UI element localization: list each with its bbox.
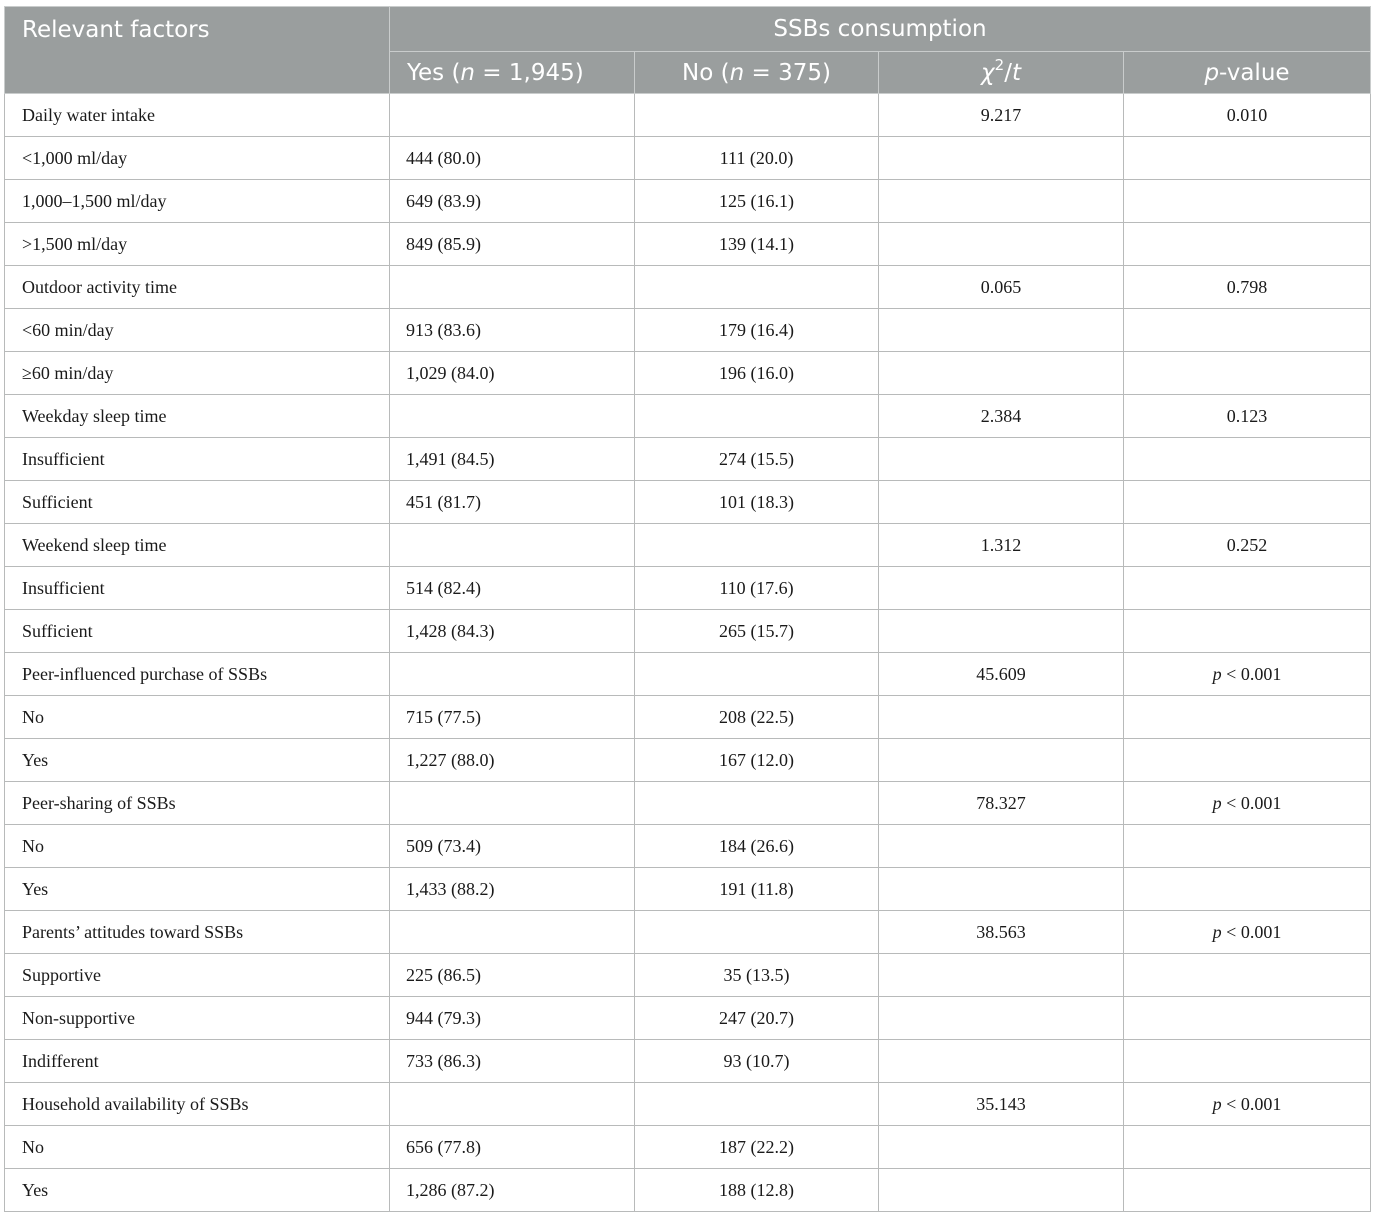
header-relevant-factors: [5, 7, 390, 94]
row-p-value-cell: [1124, 825, 1371, 868]
header-statistic-column: $\chi^2/t$: [879, 52, 1124, 94]
row-label-cell: Weekend sleep time: [5, 524, 390, 567]
row-no-cell: [635, 524, 879, 567]
row-p-value-cell: [1124, 610, 1371, 653]
row-label-cell: Yes: [5, 1169, 390, 1212]
row-p-value-cell: [1124, 696, 1371, 739]
row-p-value-cell: 0.123: [1124, 395, 1371, 438]
row-no-cell: [635, 1083, 879, 1126]
row-no-cell: [635, 911, 879, 954]
table-row: [5, 352, 1371, 395]
row-yes-cell: [390, 395, 635, 438]
row-yes-cell: 225 (86.5): [390, 954, 635, 997]
row-yes-cell: [390, 94, 635, 137]
row-statistic-cell: 2.384: [879, 395, 1124, 438]
row-statistic-cell: [879, 309, 1124, 352]
header-yes-column: Yes (n = 1,945): [390, 52, 635, 94]
row-no-cell: 139 (14.1): [635, 223, 879, 266]
row-no-cell: [635, 782, 879, 825]
row-p-value-cell: [1124, 223, 1371, 266]
row-yes-cell: 733 (86.3): [390, 1040, 635, 1083]
row-label-cell: <1,000 ml/day: [5, 137, 390, 180]
row-yes-cell: [390, 911, 635, 954]
table-row: [5, 1040, 1371, 1083]
row-no-cell: 247 (20.7): [635, 997, 879, 1040]
row-p-value-cell: 0.798: [1124, 266, 1371, 309]
row-no-cell: 191 (11.8): [635, 868, 879, 911]
row-yes-cell: 1,428 (84.3): [390, 610, 635, 653]
row-statistic-cell: [879, 825, 1124, 868]
row-yes-cell: [390, 266, 635, 309]
row-statistic-cell: 38.563: [879, 911, 1124, 954]
row-no-cell: [635, 94, 879, 137]
table-row: [5, 868, 1371, 911]
row-p-value-cell: [1124, 567, 1371, 610]
row-yes-cell: 913 (83.6): [390, 309, 635, 352]
row-statistic-cell: [879, 954, 1124, 997]
row-p-value-cell: p < 0.001: [1124, 911, 1371, 954]
row-label-cell: Supportive: [5, 954, 390, 997]
table-row: [5, 782, 1371, 825]
table-row: [5, 438, 1371, 481]
row-label-cell: Non-supportive: [5, 997, 390, 1040]
row-yes-cell: 944 (79.3): [390, 997, 635, 1040]
table-row: [5, 223, 1371, 266]
table-row: [5, 1169, 1371, 1212]
row-no-cell: 125 (16.1): [635, 180, 879, 223]
row-statistic-cell: [879, 137, 1124, 180]
row-no-cell: 265 (15.7): [635, 610, 879, 653]
row-statistic-cell: 78.327: [879, 782, 1124, 825]
row-yes-cell: 1,491 (84.5): [390, 438, 635, 481]
row-p-value-cell: p < 0.001: [1124, 653, 1371, 696]
row-yes-cell: 444 (80.0): [390, 137, 635, 180]
row-p-value-cell: [1124, 954, 1371, 997]
table-body: [5, 94, 1371, 1212]
row-statistic-cell: [879, 223, 1124, 266]
row-p-value-cell: [1124, 438, 1371, 481]
row-yes-cell: 1,227 (88.0): [390, 739, 635, 782]
row-statistic-cell: [879, 739, 1124, 782]
row-statistic-cell: [879, 1169, 1124, 1212]
row-statistic-cell: 0.065: [879, 266, 1124, 309]
row-p-value-cell: [1124, 137, 1371, 180]
table-row: [5, 481, 1371, 524]
row-p-value-cell: [1124, 739, 1371, 782]
table-row: [5, 94, 1371, 137]
row-statistic-cell: [879, 438, 1124, 481]
table-row: [5, 266, 1371, 309]
row-label-cell: >1,500 ml/day: [5, 223, 390, 266]
table-row: [5, 739, 1371, 782]
row-p-value-cell: [1124, 1040, 1371, 1083]
row-no-cell: 101 (18.3): [635, 481, 879, 524]
row-statistic-cell: [879, 567, 1124, 610]
row-statistic-cell: 35.143: [879, 1083, 1124, 1126]
row-p-value-cell: [1124, 481, 1371, 524]
row-p-value-cell: [1124, 180, 1371, 223]
row-label-cell: <60 min/day: [5, 309, 390, 352]
row-no-cell: 111 (20.0): [635, 137, 879, 180]
row-label-cell: No: [5, 696, 390, 739]
row-statistic-cell: [879, 481, 1124, 524]
row-p-value-cell: [1124, 997, 1371, 1040]
row-no-cell: 35 (13.5): [635, 954, 879, 997]
row-label-cell: Parents’ attitudes toward SSBs: [5, 911, 390, 954]
table-row: [5, 911, 1371, 954]
table-row: [5, 1083, 1371, 1126]
ssbs-consumption-table: [4, 6, 1371, 1212]
row-statistic-cell: [879, 868, 1124, 911]
table-row: [5, 395, 1371, 438]
row-no-cell: 274 (15.5): [635, 438, 879, 481]
row-yes-cell: [390, 782, 635, 825]
row-label-cell: Peer-sharing of SSBs: [5, 782, 390, 825]
row-label-cell: Indifferent: [5, 1040, 390, 1083]
row-p-value-cell: [1124, 868, 1371, 911]
row-yes-cell: 1,433 (88.2): [390, 868, 635, 911]
row-no-cell: 208 (22.5): [635, 696, 879, 739]
row-label-cell: No: [5, 1126, 390, 1169]
row-statistic-cell: 9.217: [879, 94, 1124, 137]
header-row-1: [5, 7, 1371, 52]
table-row: [5, 524, 1371, 567]
row-label-cell: Outdoor activity time: [5, 266, 390, 309]
row-yes-cell: 1,286 (87.2): [390, 1169, 635, 1212]
row-no-cell: 188 (12.8): [635, 1169, 879, 1212]
row-statistic-cell: 45.609: [879, 653, 1124, 696]
row-statistic-cell: [879, 1126, 1124, 1169]
row-yes-cell: 509 (73.4): [390, 825, 635, 868]
row-p-value-cell: 0.252: [1124, 524, 1371, 567]
table-row: [5, 696, 1371, 739]
row-yes-cell: [390, 1083, 635, 1126]
row-no-cell: [635, 395, 879, 438]
results-table-container: [4, 6, 1370, 1212]
row-no-cell: 184 (26.6): [635, 825, 879, 868]
row-label-cell: Household availability of SSBs: [5, 1083, 390, 1126]
row-label-cell: Sufficient: [5, 610, 390, 653]
table-row: [5, 610, 1371, 653]
row-yes-cell: [390, 653, 635, 696]
row-yes-cell: 649 (83.9): [390, 180, 635, 223]
row-label-cell: Insufficient: [5, 438, 390, 481]
row-yes-cell: 715 (77.5): [390, 696, 635, 739]
row-label-cell: Weekday sleep time: [5, 395, 390, 438]
table-row: [5, 825, 1371, 868]
table-row: [5, 653, 1371, 696]
row-label-cell: ≥60 min/day: [5, 352, 390, 395]
row-p-value-cell: [1124, 1169, 1371, 1212]
row-statistic-cell: [879, 352, 1124, 395]
table-row: [5, 137, 1371, 180]
table-row: [5, 954, 1371, 997]
row-statistic-cell: [879, 997, 1124, 1040]
table-row: [5, 997, 1371, 1040]
row-statistic-cell: [879, 180, 1124, 223]
row-p-value-cell: p < 0.001: [1124, 782, 1371, 825]
row-label-cell: Peer-influenced purchase of SSBs: [5, 653, 390, 696]
header-p-value-column: p-value: [1124, 52, 1371, 94]
row-label-cell: Yes: [5, 868, 390, 911]
row-no-cell: 179 (16.4): [635, 309, 879, 352]
row-label-cell: 1,000–1,500 ml/day: [5, 180, 390, 223]
row-p-value-cell: [1124, 1126, 1371, 1169]
row-yes-cell: 514 (82.4): [390, 567, 635, 610]
row-yes-cell: 656 (77.8): [390, 1126, 635, 1169]
row-label-cell: Daily water intake: [5, 94, 390, 137]
row-no-cell: [635, 266, 879, 309]
row-statistic-cell: [879, 1040, 1124, 1083]
row-label-cell: Yes: [5, 739, 390, 782]
row-statistic-cell: 1.312: [879, 524, 1124, 567]
header-ssbs-consumption: SSBs consumption: [390, 7, 1371, 52]
row-no-cell: 196 (16.0): [635, 352, 879, 395]
row-p-value-cell: [1124, 352, 1371, 395]
row-yes-cell: 1,029 (84.0): [390, 352, 635, 395]
header-relevant-factors-label: Relevant factors: [22, 17, 210, 43]
row-p-value-cell: 0.010: [1124, 94, 1371, 137]
row-yes-cell: 849 (85.9): [390, 223, 635, 266]
row-label-cell: Insufficient: [5, 567, 390, 610]
table-row: [5, 1126, 1371, 1169]
row-statistic-cell: [879, 610, 1124, 653]
row-yes-cell: [390, 524, 635, 567]
table-row: [5, 309, 1371, 352]
row-no-cell: [635, 653, 879, 696]
table-header: [5, 7, 1371, 94]
row-no-cell: 167 (12.0): [635, 739, 879, 782]
row-p-value-cell: [1124, 309, 1371, 352]
row-yes-cell: 451 (81.7): [390, 481, 635, 524]
row-label-cell: Sufficient: [5, 481, 390, 524]
row-p-value-cell: p < 0.001: [1124, 1083, 1371, 1126]
row-no-cell: 187 (22.2): [635, 1126, 879, 1169]
header-no-column: No (n = 375): [635, 52, 879, 94]
row-statistic-cell: [879, 696, 1124, 739]
row-no-cell: 93 (10.7): [635, 1040, 879, 1083]
table-row: [5, 567, 1371, 610]
table-row: [5, 180, 1371, 223]
row-label-cell: No: [5, 825, 390, 868]
row-no-cell: 110 (17.6): [635, 567, 879, 610]
